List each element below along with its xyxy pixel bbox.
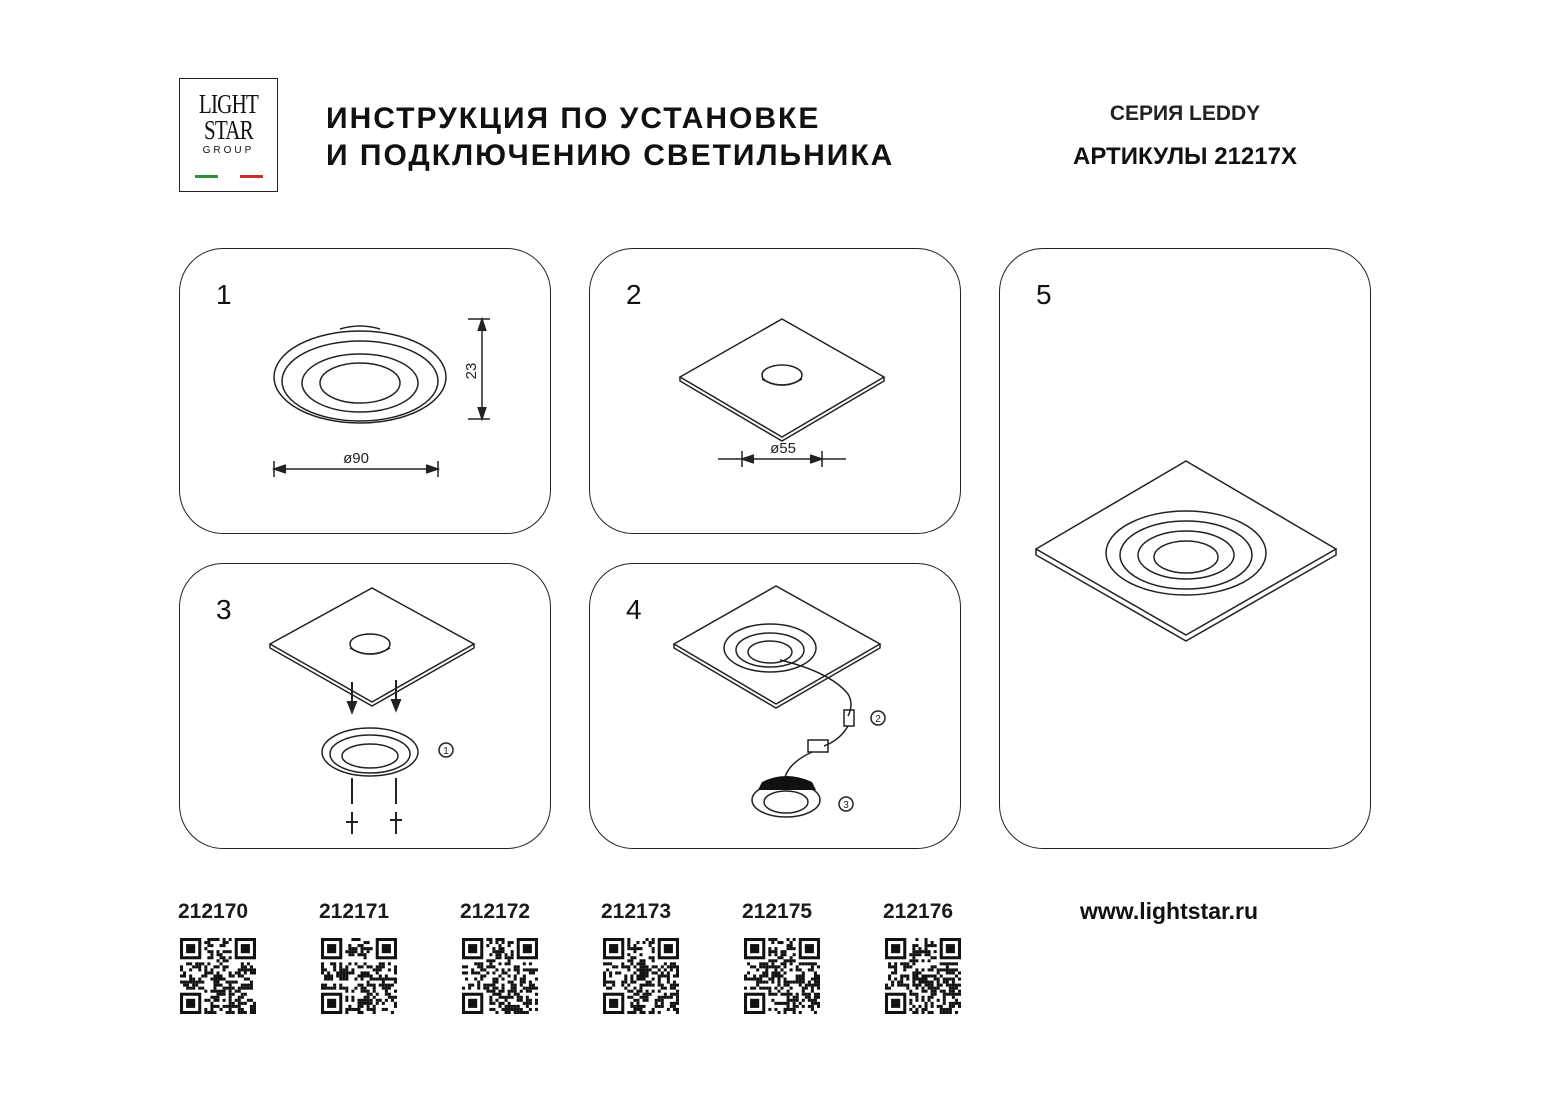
article-code-item: [178, 900, 260, 924]
article-code-text: 212175: [742, 900, 813, 923]
cutout-diameter-label: ø55: [770, 440, 796, 457]
frame-mounting-drawing: [180, 564, 552, 850]
article-code-text: 212176: [883, 900, 954, 923]
step-panel-4: [589, 563, 961, 849]
step-number-4: 4: [626, 594, 642, 625]
qr-code-icon[interactable]: [321, 938, 397, 1014]
callout-2: 2: [875, 714, 881, 725]
diameter-dimension-label: ø90: [343, 450, 369, 467]
qr-code-icon[interactable]: [603, 938, 679, 1014]
document-title: [326, 100, 894, 174]
qr-code-icon[interactable]: [462, 938, 538, 1014]
article-code-text: 212173: [601, 900, 672, 923]
luminaire-dimension-drawing: [180, 249, 552, 535]
step-number-5: 5: [1036, 279, 1052, 310]
article-code-item: [460, 900, 542, 924]
step-number-3: 3: [216, 594, 232, 625]
website-link[interactable]: www.lightstar.ru: [1080, 898, 1259, 924]
logo-line-group: GROUP: [202, 145, 255, 156]
step-number-2: 2: [626, 279, 642, 310]
italian-flag-stripe: [195, 175, 263, 178]
article-code-text: 212171: [319, 900, 390, 923]
callout-1: 1: [443, 746, 449, 757]
qr-code-icon[interactable]: [744, 938, 820, 1014]
step-panel-5: [999, 248, 1371, 849]
step-number-1: 1: [216, 279, 232, 310]
ceiling-cutout-drawing: [590, 249, 962, 535]
qr-code-icon[interactable]: [885, 938, 961, 1014]
logo-line-star: STAR: [203, 115, 254, 145]
step-panel-3: [179, 563, 551, 849]
title-line-2: И ПОДКЛЮЧЕНИЮ СВЕТИЛЬНИКА: [326, 139, 895, 172]
logo-line-light: LIGHT: [198, 89, 259, 119]
article-codes-row: [178, 900, 978, 1020]
article-code-item: [319, 900, 401, 924]
article-code-text: 212170: [178, 900, 249, 923]
lightstar-logo: [179, 78, 278, 192]
article-code-text: 212172: [460, 900, 531, 923]
wiring-connection-drawing: [590, 564, 962, 850]
article-code-item: [883, 900, 965, 924]
qr-code-icon[interactable]: [180, 938, 256, 1014]
series-label: СЕРИЯ LEDDY: [1109, 102, 1261, 125]
installed-luminaire-drawing: [1000, 249, 1372, 850]
articles-label: АРТИКУЛЫ 21217X: [1073, 143, 1297, 170]
article-code-item: [742, 900, 824, 924]
step-panel-1: [179, 248, 551, 534]
article-code-item: [601, 900, 683, 924]
step-panel-2: [589, 248, 961, 534]
height-dimension-label: 23: [463, 362, 480, 380]
title-line-1: ИНСТРУКЦИЯ ПО УСТАНОВКЕ: [326, 102, 821, 135]
callout-3: 3: [843, 800, 849, 811]
